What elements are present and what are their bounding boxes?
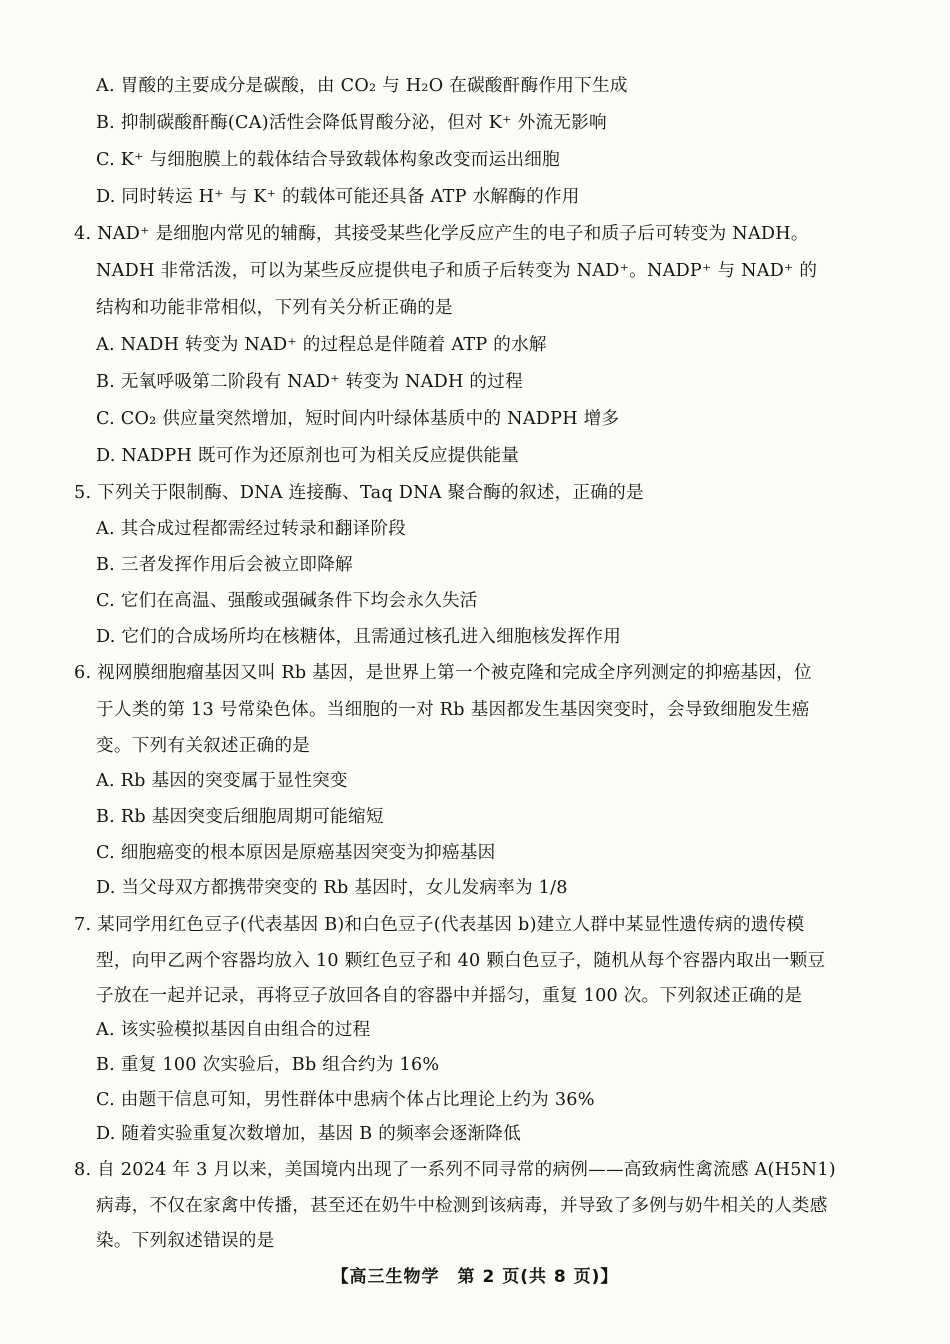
q7-option-a: A. 该实验模拟基因自由组合的过程 (96, 1020, 371, 1040)
q6-option-c: C. 细胞癌变的根本原因是原癌基因突变为抑癌基因 (96, 843, 496, 863)
q7-option-b: B. 重复 100 次实验后，Bb 组合约为 16% (96, 1055, 440, 1075)
q5-option-b: B. 三者发挥作用后会被立即降解 (96, 555, 353, 575)
q3-option-a: A. 胃酸的主要成分是碳酸，由 CO₂ 与 H₂O 在碳酸酐酶作用下生成 (96, 76, 628, 96)
q7-stem-line1: 7. 某同学用红色豆子(代表基因 B)和白色豆子(代表基因 b)建立人群中某显性遗传病的遗传模 (74, 915, 805, 935)
q6-option-d: D. 当父母双方都携带突变的 Rb 基因时，女儿发病率为 1/8 (96, 878, 568, 898)
q3-option-d: D. 同时转运 H⁺ 与 K⁺ 的载体可能还具备 ATP 水解酶的作用 (96, 187, 580, 207)
q6-option-a: A. Rb 基因的突变属于显性突变 (96, 771, 348, 791)
q5-stem-line1: 5. 下列关于限制酶、DNA 连接酶、Taq DNA 聚合酶的叙述，正确的是 (74, 483, 644, 503)
q7-option-c: C. 由题干信息可知，男性群体中患病个体占比理论上约为 36% (96, 1090, 595, 1110)
q4-option-b: B. 无氧呼吸第二阶段有 NAD⁺ 转变为 NADH 的过程 (96, 372, 523, 392)
q4-option-d: D. NADPH 既可作为还原剂也可为相关反应提供能量 (96, 446, 520, 466)
page-footer: 【高三生物学 第 2 页(共 8 页)】 (331, 1267, 619, 1287)
q5-option-c: C. 它们在高温、强酸或强碱条件下均会永久失活 (96, 591, 478, 611)
q8-stem-line2: 病毒，不仅在家禽中传播，甚至还在奶牛中检测到该病毒，并导致了多例与奶牛相关的人类感 (96, 1196, 828, 1216)
q5-option-a: A. 其合成过程都需经过转录和翻译阶段 (96, 519, 407, 539)
q6-stem-line3: 变。下列有关叙述正确的是 (96, 736, 311, 756)
q4-stem-line1: 4. NAD⁺ 是细胞内常见的辅酶，其接受某些化学反应产生的电子和质子后可转变为 NADH。 (74, 224, 809, 244)
q3-option-c: C. K⁺ 与细胞膜上的载体结合导致载体构象改变而运出细胞 (96, 150, 560, 170)
q4-stem-line3: 结构和功能非常相似，下列有关分析正确的是 (96, 298, 453, 318)
q6-stem-line1: 6. 视网膜细胞瘤基因又叫 Rb 基因，是世界上第一个被克隆和完成全序列测定的抑癌基因，位 (74, 663, 812, 683)
q8-stem-line3: 染。下列叙述错误的是 (96, 1231, 275, 1251)
q7-option-d: D. 随着实验重复次数增加，基因 B 的频率会逐渐降低 (96, 1124, 521, 1144)
q8-stem-line1: 8. 自 2024 年 3 月以来，美国境内出现了一系列不同寻常的病例——高致病性禽流感 A(H5N1) (74, 1160, 836, 1180)
q7-stem-line3: 子放在一起并记录，再将豆子放回各自的容器中并摇匀，重复 100 次。下列叙述正确的是 (96, 986, 803, 1006)
q6-option-b: B. Rb 基因突变后细胞周期可能缩短 (96, 807, 384, 827)
q6-stem-line2: 于人类的第 13 号常染色体。当细胞的一对 Rb 基因都发生基因突变时，会导致细胞发生癌 (96, 700, 810, 720)
q7-stem-line2: 型，向甲乙两个容器均放入 10 颗红色豆子和 40 颗白色豆子，随机从每个容器内取出一颗豆 (96, 951, 826, 971)
q5-option-d: D. 它们的合成场所均在核糖体，且需通过核孔进入细胞核发挥作用 (96, 627, 622, 647)
q3-option-b: B. 抑制碳酸酐酶(CA)活性会降低胃酸分泌，但对 K⁺ 外流无影响 (96, 113, 607, 133)
q4-option-a: A. NADH 转变为 NAD⁺ 的过程总是伴随着 ATP 的水解 (96, 335, 547, 355)
q4-stem-line2: NADH 非常活泼，可以为某些反应提供电子和质子后转变为 NAD⁺。NADP⁺ 与 NAD⁺ 的 (96, 261, 818, 281)
q4-option-c: C. CO₂ 供应量突然增加，短时间内叶绿体基质中的 NADPH 增多 (96, 409, 620, 429)
